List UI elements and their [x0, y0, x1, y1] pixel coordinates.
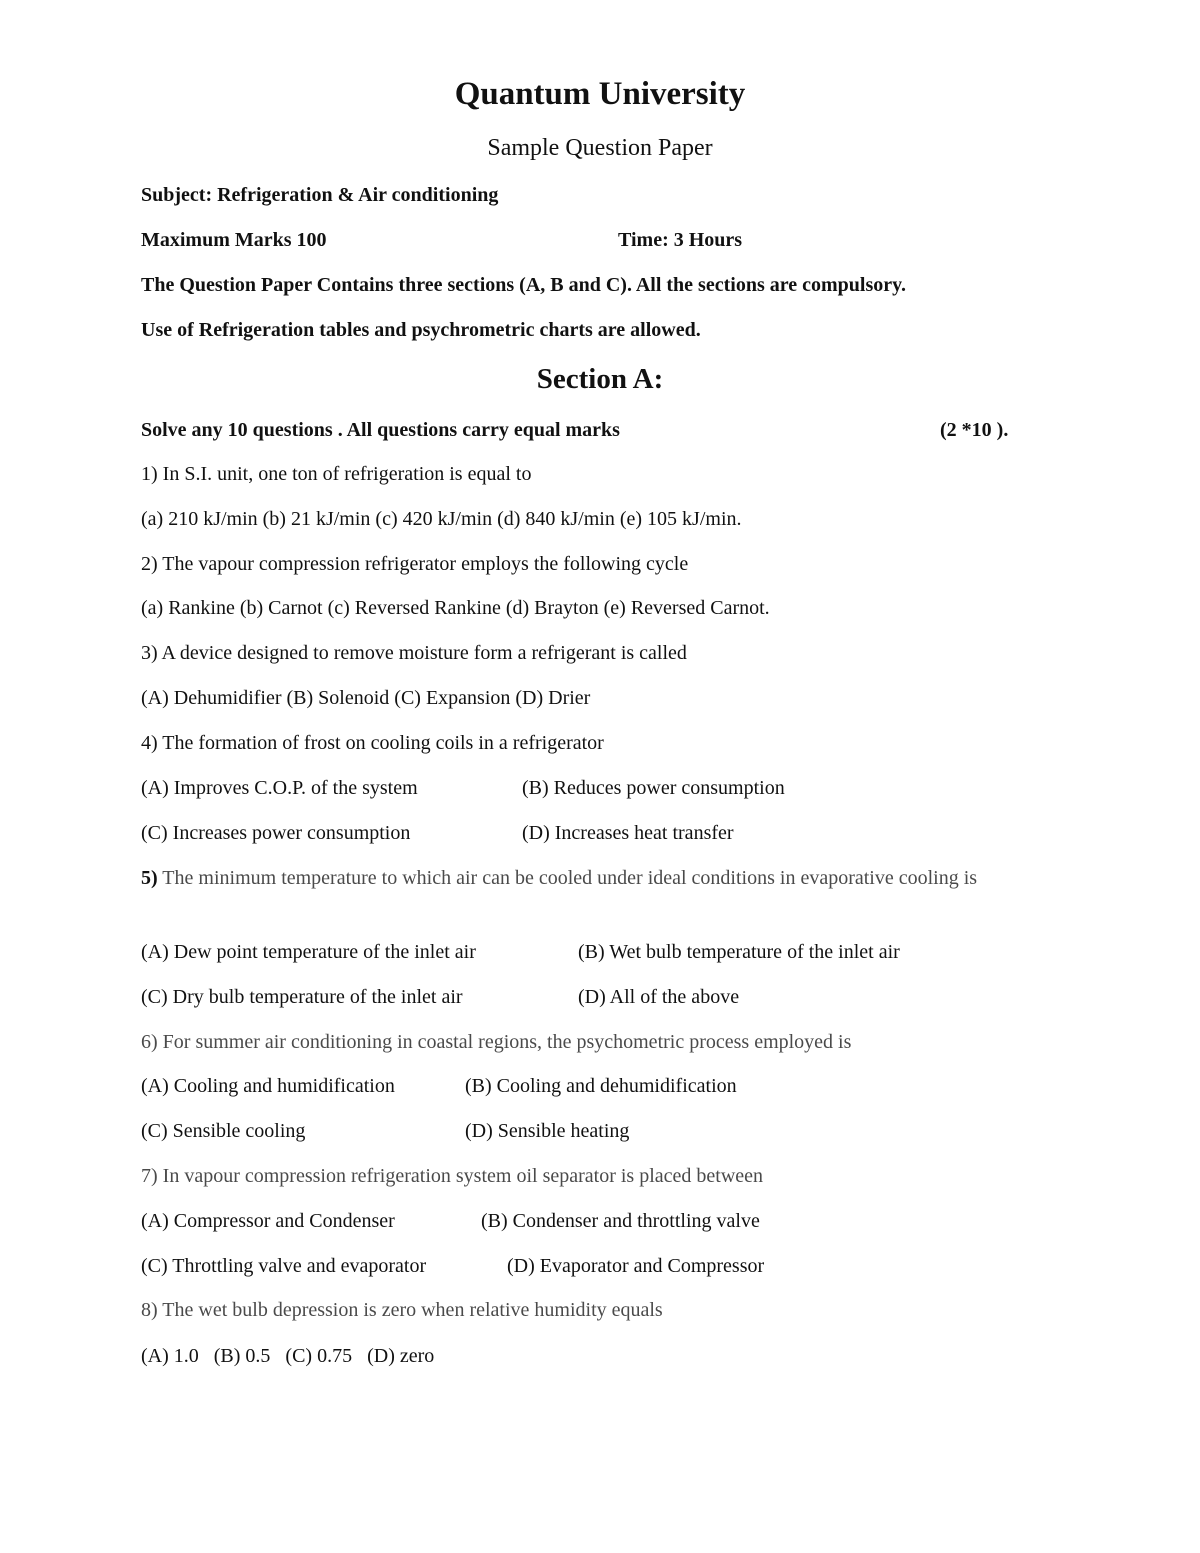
question-7: 7) In vapour compression refrigeration system oil separator is placed between [141, 1165, 764, 1187]
question-5-option-c: (C) Dry bulb temperature of the inlet air [141, 986, 463, 1008]
question-7-option-b: (B) Condenser and throttling valve [481, 1210, 760, 1232]
question-7-option-c: (C) Throttling valve and evaporator [141, 1255, 427, 1277]
max-marks: Maximum Marks 100 [141, 229, 327, 251]
question-4: 4) The formation of frost on cooling coils in a refrigerator [141, 732, 604, 754]
section-a-marks: (2 *10 ). [940, 419, 1009, 441]
question-1-options: (a) 210 kJ/min (b) 21 kJ/min (c) 420 kJ/min (d) 840 kJ/min (e) 105 kJ/min. [141, 508, 742, 530]
subject-line: Subject: Refrigeration & Air conditioning [141, 184, 499, 206]
question-2: 2) The vapour compression refrigerator employs the following cycle [141, 553, 689, 575]
question-5-text: The minimum temperature to which air can be cooled under ideal conditions in evaporative cooling is [157, 867, 978, 889]
question-6: 6) For summer air conditioning in coastal regions, the psychometric process employed is [141, 1031, 852, 1053]
question-8: 8) The wet bulb depression is zero when relative humidity equals [141, 1299, 663, 1321]
question-5-number: 5) [141, 867, 158, 889]
question-5-option-a: (A) Dew point temperature of the inlet air [141, 941, 476, 963]
instruction-sections: The Question Paper Contains three sections (A, B and C). All the sections are compulsory. [141, 274, 907, 296]
question-7-option-d: (D) Evaporator and Compressor [507, 1255, 765, 1277]
question-3: 3) A device designed to remove moisture form a refrigerant is called [141, 642, 687, 664]
question-4-option-a: (A) Improves C.O.P. of the system [141, 777, 418, 799]
question-5-option-b: (B) Wet bulb temperature of the inlet air [578, 941, 900, 963]
question-6-option-c: (C) Sensible cooling [141, 1120, 306, 1142]
question-2-options: (a) Rankine (b) Carnot (c) Reversed Rankine (d) Brayton (e) Reversed Carnot. [141, 597, 770, 619]
question-7-option-a: (A) Compressor and Condenser [141, 1210, 395, 1232]
question-4-option-d: (D) Increases heat transfer [522, 822, 734, 844]
question-4-option-b: (B) Reduces power consumption [522, 777, 785, 799]
section-a-instruction: Solve any 10 questions . All questions carry equal marks [141, 419, 620, 441]
university-title: Quantum University [454, 76, 746, 112]
section-a-title: Section A: [536, 363, 664, 395]
question-1: 1) In S.I. unit, one ton of refrigeration is equal to [141, 463, 532, 485]
question-6-option-b: (B) Cooling and dehumidification [465, 1075, 737, 1097]
question-6-option-a: (A) Cooling and humidification [141, 1075, 395, 1097]
question-5-option-d: (D) All of the above [578, 986, 740, 1008]
question-8-options: (A) 1.0 (B) 0.5 (C) 0.75 (D) zero [141, 1345, 435, 1367]
question-4-option-c: (C) Increases power consumption [141, 822, 411, 844]
question-6-option-d: (D) Sensible heating [465, 1120, 630, 1142]
instruction-tables: Use of Refrigeration tables and psychrometric charts are allowed. [141, 319, 701, 341]
paper-type: Sample Question Paper [487, 135, 713, 161]
question-3-options: (A) Dehumidifier (B) Solenoid (C) Expansion (D) Drier [141, 687, 591, 709]
question-5 [141, 866, 1041, 890]
time-allowed: Time: 3 Hours [618, 229, 743, 251]
